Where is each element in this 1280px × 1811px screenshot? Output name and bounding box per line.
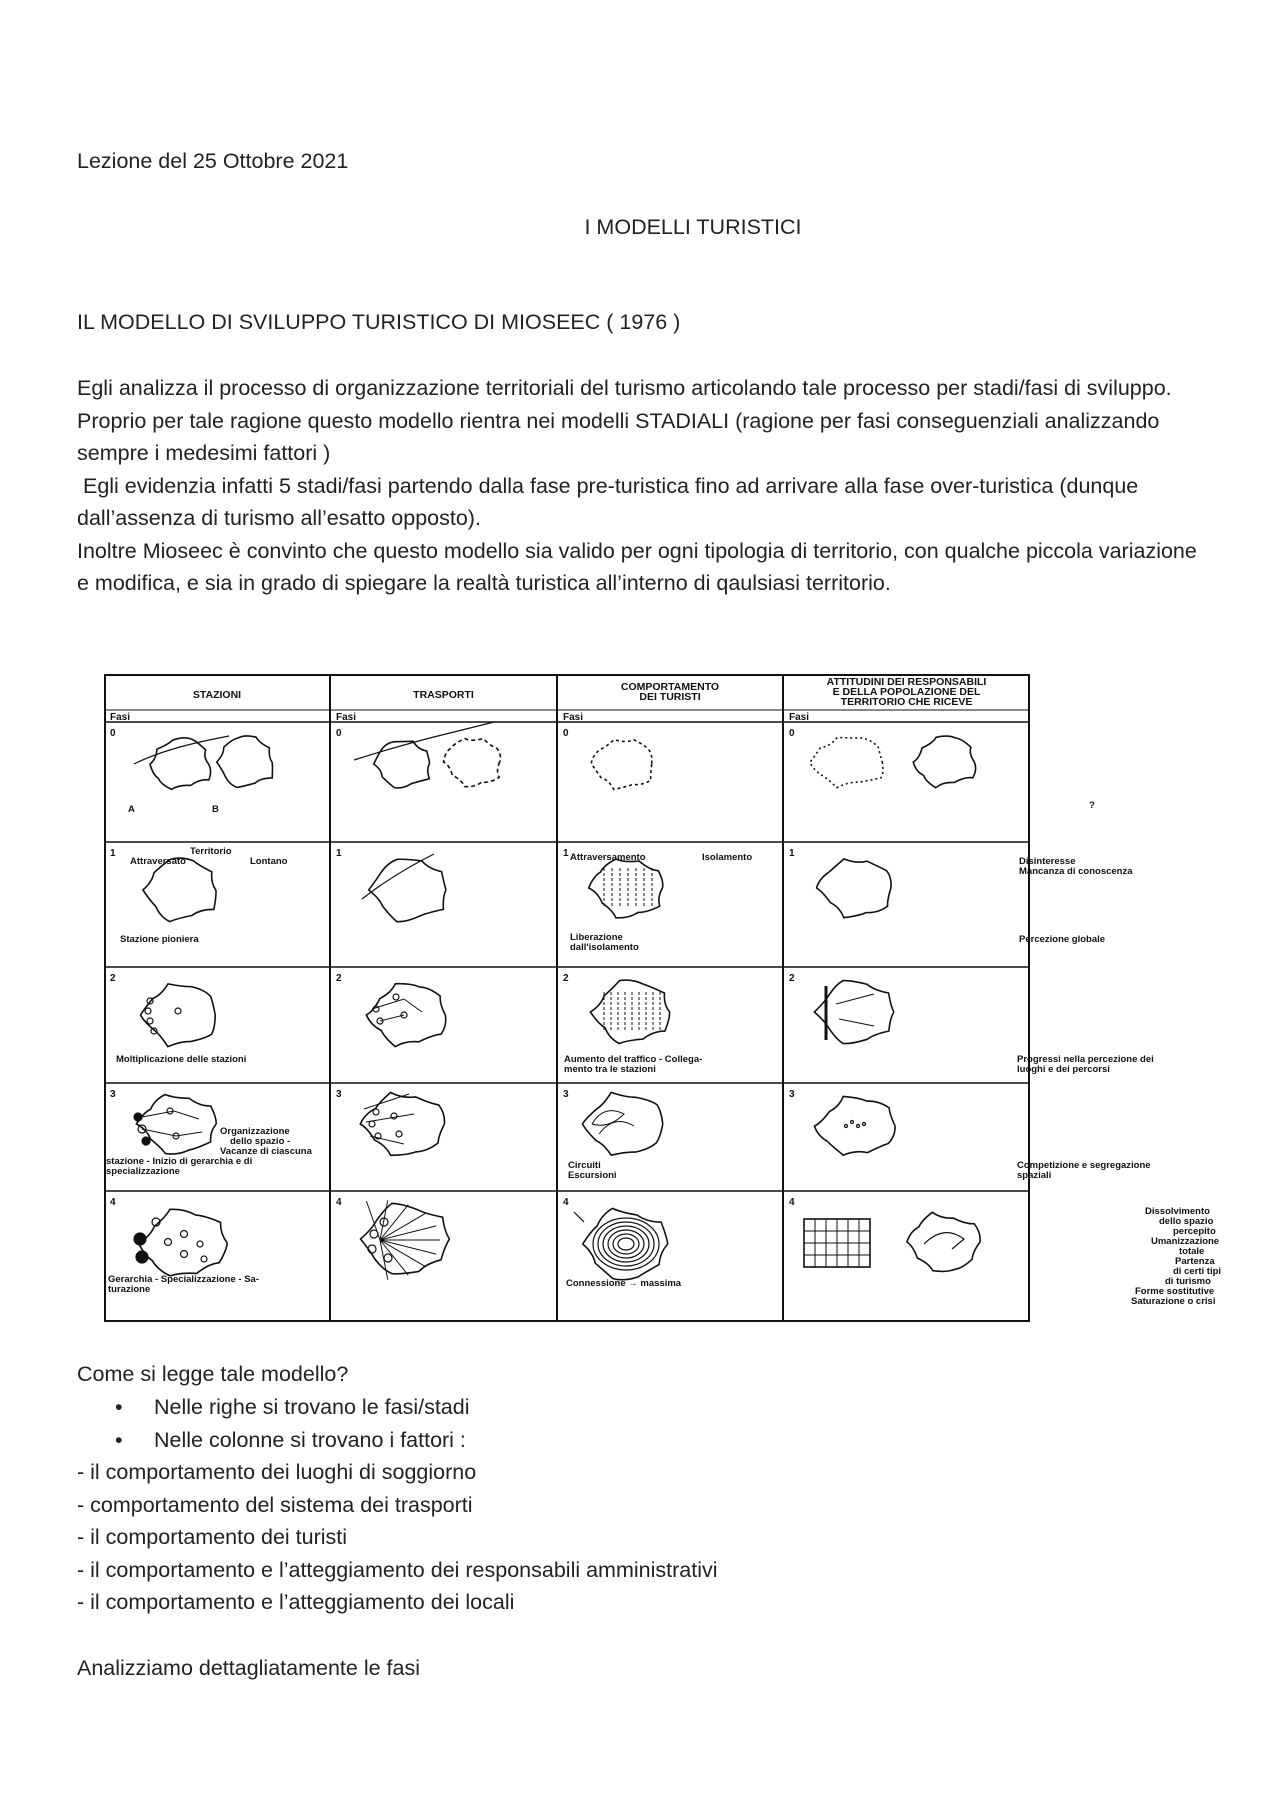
cell-caption: B — [212, 804, 219, 815]
territory-shape — [444, 739, 501, 787]
cell-caption: Umanizzazione — [1151, 1236, 1220, 1247]
phase-number: 3 — [789, 1089, 795, 1100]
factor-item: - il comportamento dei turisti — [77, 1525, 348, 1549]
column-header: TRASPORTI — [413, 689, 474, 701]
factor-item: - il comportamento e l’atteggiamento dei locali — [77, 1590, 515, 1614]
cell-caption: di certi tipi — [1173, 1266, 1222, 1277]
station-dot — [134, 1233, 146, 1245]
station-dot — [197, 1241, 203, 1247]
route-line — [836, 994, 874, 1026]
phase-number: 1 — [789, 848, 795, 859]
figure-frame — [105, 675, 1029, 1321]
phase-number: 4 — [789, 1197, 795, 1208]
territory-shape — [138, 1209, 227, 1276]
territory-shape — [150, 738, 211, 790]
route-line — [380, 1226, 436, 1240]
cell-caption: Percezione globale — [1019, 934, 1106, 945]
route-line — [380, 1240, 388, 1280]
fasi-label: Fasi — [336, 712, 357, 723]
cell-caption: Mancanza di conoscenza — [1019, 866, 1133, 877]
swirl-mark — [592, 1111, 634, 1134]
swirl-mark — [618, 1238, 634, 1250]
cell-caption: dall'isolamento — [570, 942, 639, 953]
station-dot — [373, 1109, 379, 1115]
route-line — [362, 854, 434, 899]
station-dot — [181, 1251, 188, 1258]
bullet-text: Nelle righe si trovano le fasi/stadi — [154, 1395, 470, 1419]
station-dot — [845, 1125, 848, 1128]
phase-number: 3 — [110, 1089, 116, 1100]
cell-caption: Moltiplicazione delle stazioni — [116, 1054, 247, 1065]
route-line — [380, 1240, 425, 1266]
station-dot — [165, 1239, 172, 1246]
phase-number: 2 — [336, 973, 342, 984]
cell-caption: Gerarchia - Specializzazione - Sa- — [108, 1274, 259, 1285]
route-line — [134, 736, 229, 764]
territory-shape — [374, 741, 430, 788]
fasi-label: Fasi — [789, 712, 810, 723]
phase-number: 4 — [110, 1197, 116, 1208]
cell-caption: A — [128, 804, 135, 815]
territory-shape — [590, 980, 669, 1043]
column-header: DEI TURISTI — [639, 691, 701, 703]
cell-caption: di turismo — [1165, 1276, 1211, 1287]
territory-shape — [583, 1208, 668, 1279]
bullet-icon: • — [115, 1395, 123, 1419]
territory-shape — [361, 1203, 450, 1273]
phase-number: 2 — [563, 973, 569, 984]
swirl-mark — [613, 1234, 639, 1254]
cell-caption: Vacanze di ciascuna — [220, 1146, 312, 1157]
phase-number: 1 — [563, 848, 569, 859]
route-line — [380, 1214, 425, 1240]
cell-caption: mento tra le stazioni — [564, 1064, 656, 1075]
cell-caption: Circuiti — [568, 1160, 601, 1171]
factor-item: - comportamento del sistema dei trasporti — [77, 1492, 473, 1517]
station-dot — [145, 1008, 151, 1014]
cell-caption: Connessione → massima — [566, 1278, 682, 1289]
cell-caption: Attraversato — [130, 856, 186, 867]
cell-caption: Isolamento — [702, 852, 753, 863]
cell-caption: stazione - Inizio di gerarchia e di — [106, 1156, 253, 1167]
cell-caption: Disinteresse — [1019, 856, 1076, 867]
factor-list — [77, 1456, 718, 1619]
phase-number: 2 — [789, 973, 795, 984]
station-dot — [134, 1113, 142, 1121]
cell-caption: ? — [1089, 800, 1095, 811]
territory-shape — [360, 1093, 444, 1156]
cell-caption: turazione — [108, 1284, 151, 1295]
factor-item: - il comportamento e l’atteggiamento dei responsabili amministrativi — [77, 1557, 718, 1582]
intro-paragraphs — [77, 372, 1207, 600]
arrow-mark — [574, 1212, 584, 1222]
cell-caption: luoghi e dei percorsi — [1017, 1064, 1110, 1075]
bullet-text: Nelle colonne si trovano i fattori : — [154, 1428, 466, 1452]
cell-caption: Saturazione o crisi — [1131, 1296, 1216, 1307]
phase-number: 4 — [336, 1197, 342, 1208]
phase-number: 0 — [563, 728, 569, 739]
swirl-mark — [598, 1222, 654, 1266]
territory-shape — [143, 858, 216, 922]
factor-item: - il comportamento dei luoghi di soggiorno — [77, 1460, 477, 1484]
cell-caption: Liberazione — [570, 932, 623, 943]
cell-caption: specializzazione — [106, 1166, 180, 1177]
territory-shape — [582, 1092, 662, 1155]
station-dot — [396, 1131, 402, 1137]
station-dot — [175, 1008, 181, 1014]
closing-line: Analizziamo dettagliatamente le fasi — [77, 1656, 420, 1680]
territory-shape — [810, 737, 883, 787]
territory-shape — [141, 984, 216, 1047]
cell-caption: Competizione e segregazione — [1017, 1160, 1151, 1171]
bullet-icon: • — [115, 1428, 123, 1452]
column-header: ATTITUDINI DEI RESPONSABILI — [826, 676, 987, 688]
cell-caption: Dissolvimento — [1145, 1206, 1210, 1217]
column-header: COMPORTAMENTO — [620, 681, 720, 693]
column-header: TERRITORIO CHE RICEVE — [840, 696, 973, 708]
phase-number: 0 — [336, 728, 342, 739]
territory-shape — [815, 1096, 896, 1155]
route-line — [364, 1094, 414, 1144]
cell-caption: Forme sostitutive — [1135, 1286, 1215, 1297]
territory-shape — [907, 1212, 980, 1271]
territory-shape — [366, 984, 445, 1047]
swirl-mark — [603, 1226, 649, 1262]
territory-shape — [217, 736, 273, 788]
station-dot — [369, 1121, 375, 1127]
station-dot — [181, 1231, 188, 1238]
phase-number: 1 — [110, 848, 116, 859]
cell-caption: Aumento del traffico - Collega- — [564, 1054, 703, 1065]
fasi-label: Fasi — [110, 712, 131, 723]
station-dot — [136, 1251, 148, 1263]
cell-caption: dello spazio - — [230, 1136, 291, 1147]
station-dot — [857, 1125, 860, 1128]
route-line — [924, 1233, 964, 1249]
document-title: I MODELLI TURISTICI — [584, 215, 802, 239]
phase-number: 3 — [563, 1089, 569, 1100]
phase-number: 0 — [789, 728, 795, 739]
station-dot — [393, 994, 399, 1000]
miossec-model-figure — [104, 674, 1222, 1322]
phase-number: 3 — [336, 1089, 342, 1100]
paragraph: Egli analizza il processo di organizzazione territoriali del turismo articolando tale processo per stadi/fasi di sviluppo. Proprio per tale ragione questo modello rientra nei modelli STADIALI (ragione per fasi conseguenziali analizzando sempre i medesimi fattori ) — [77, 376, 1172, 465]
cell-caption: percepito — [1173, 1226, 1216, 1237]
reading-question: Come si legge tale modello? — [77, 1362, 349, 1386]
station-dot — [201, 1256, 207, 1262]
station-dot — [142, 1137, 150, 1145]
cell-caption: Stazione pioniera — [120, 934, 199, 945]
cell-caption: Progressi nella percezione dei — [1017, 1054, 1154, 1065]
route-line — [366, 1201, 380, 1240]
paragraph: Inoltre Mioseec è convinto che questo modello sia valido per ogni tipologia di territorio, con qualche piccola variazione e modifica, e sia in grado di spiegare la realtà turistica all’interno di qaulsiasi territorio. — [77, 538, 1197, 595]
column-header: E DELLA POPOLAZIONE DEL — [832, 686, 981, 698]
station-dot — [851, 1121, 854, 1124]
cell-caption: Partenza — [1175, 1256, 1215, 1267]
cell-caption: Attraversamento — [570, 852, 646, 863]
section-heading: IL MODELLO DI SVILUPPO TURISTICO DI MIOSEEC ( 1976 ) — [77, 310, 681, 334]
phase-number: 1 — [336, 848, 342, 859]
paragraph: Egli evidenzia infatti 5 stadi/fasi partendo dalla fase pre-turistica fino ad arrivare alla fase over-turistica (dunque dall’assenza di turismo all’esatto opposto). — [77, 473, 1145, 530]
route-line — [380, 1200, 388, 1240]
cell-caption: Organizzazione — [220, 1126, 290, 1137]
column-header: STAZIONI — [192, 689, 242, 701]
territory-shape — [913, 736, 975, 788]
station-dot — [147, 1018, 153, 1024]
territory-shape — [591, 740, 651, 790]
phase-number: 4 — [563, 1197, 569, 1208]
cell-caption: spaziali — [1017, 1170, 1052, 1181]
cell-caption: totale — [1179, 1246, 1205, 1257]
cell-caption: Territorio — [190, 846, 232, 857]
route-line — [142, 1111, 202, 1136]
cell-caption: Lontano — [250, 856, 288, 867]
phase-number: 0 — [110, 728, 116, 739]
fasi-label: Fasi — [563, 712, 584, 723]
route-line — [380, 1240, 436, 1254]
territory-shape — [136, 1095, 216, 1155]
cell-caption: dello spazio — [1159, 1216, 1214, 1227]
station-dot — [863, 1123, 866, 1126]
station-dot — [384, 1254, 392, 1262]
cell-caption: Escursioni — [568, 1170, 617, 1181]
lesson-date: Lezione del 25 Ottobre 2021 — [77, 149, 349, 173]
phase-number: 2 — [110, 973, 116, 984]
territory-shape — [817, 859, 891, 918]
